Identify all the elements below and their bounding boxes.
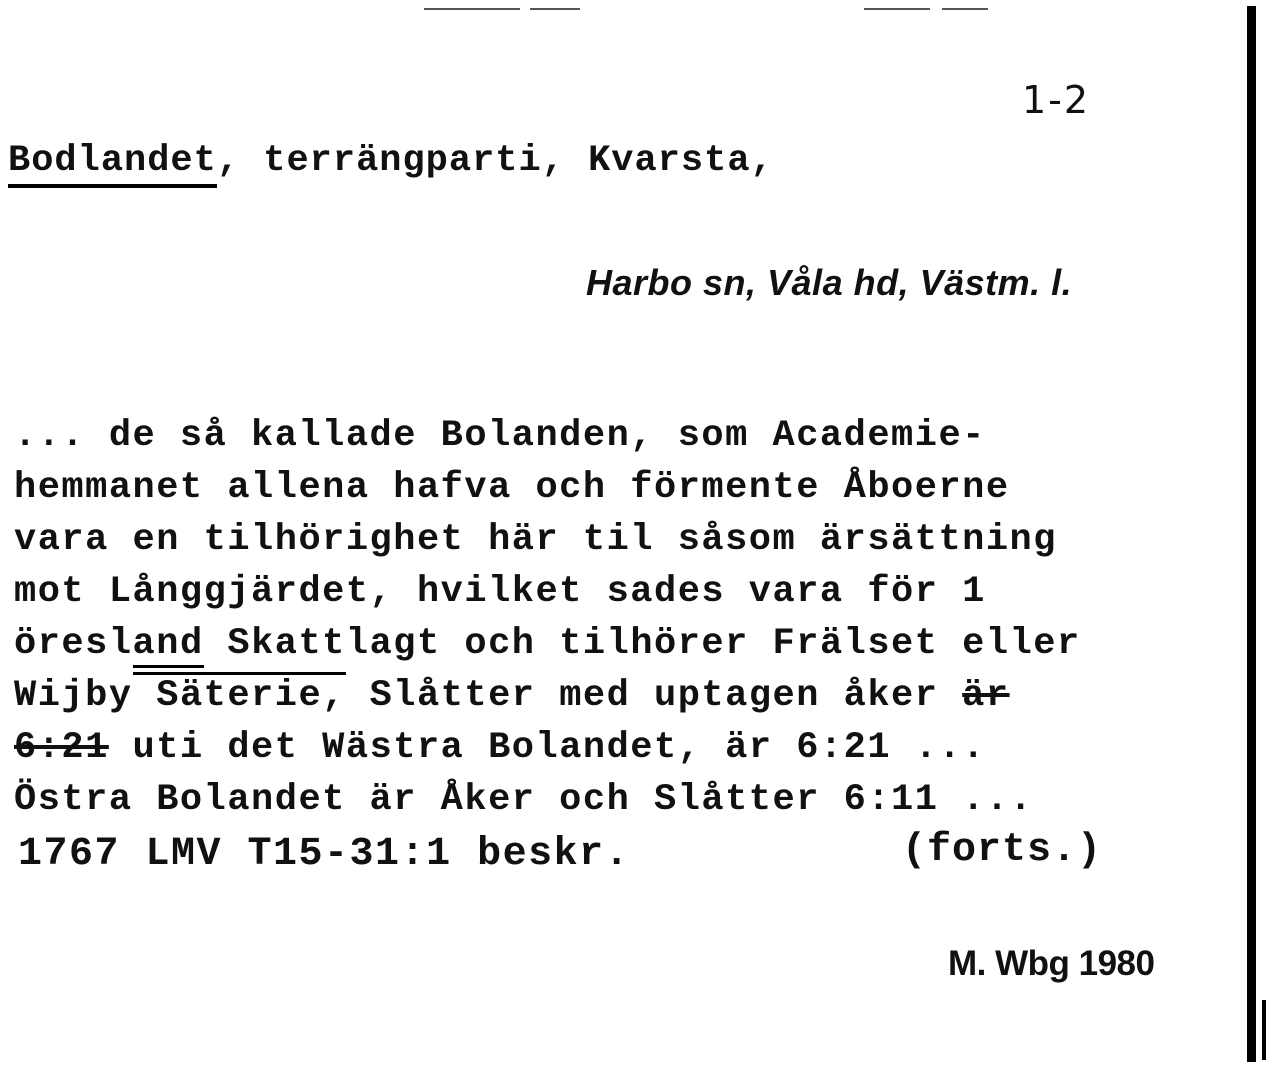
- overlined-fragment: Säterie,: [133, 672, 346, 717]
- struck-text: är: [962, 675, 1010, 717]
- continued-note: (forts.): [902, 828, 1103, 873]
- scan-artifact: [530, 8, 580, 10]
- quote-block: [14, 410, 1242, 826]
- card-edge: [1247, 6, 1256, 1062]
- quote-line: [14, 618, 1242, 670]
- quote-fragment: Skattlagt och tilhörer Frälset eller: [203, 623, 1081, 665]
- source-reference: 1767 LMV T15-31:1 beskr.: [18, 832, 631, 877]
- underlined-fragment: and: [133, 623, 204, 668]
- quote-fragment: uti det Wästra Bolandet, är 6:21 ...: [108, 727, 986, 769]
- quote-line: [14, 722, 1242, 774]
- quote-fragment: Wijby: [14, 675, 133, 717]
- quote-line: [14, 670, 1242, 722]
- scan-artifact: [424, 8, 520, 10]
- scan-artifact: [942, 8, 988, 10]
- location: Harbo sn, Våla hd, Västm. l.: [586, 262, 1073, 303]
- quote-fragment: Slåtter med uptagen åker: [345, 675, 963, 717]
- headword: Bodlandet: [8, 140, 217, 188]
- quote-line: mot Långgjärdet, hvilket sades vara för 1: [14, 571, 986, 613]
- scan-artifact: [864, 8, 930, 10]
- quote-line: Östra Bolandet är Åker och Slåtter 6:11 ...: [14, 779, 1034, 821]
- signature: M. Wbg 1980: [948, 944, 1155, 983]
- card-number: 1-2: [1022, 78, 1091, 122]
- struck-text: 6:21: [14, 727, 109, 769]
- headline-description: , terrängparti, Kvarsta,: [216, 140, 774, 182]
- headline: [8, 140, 774, 182]
- card-edge-tick: [1262, 1000, 1266, 1060]
- quote-line: ... de så kallade Bolanden, som Academie-: [14, 415, 986, 457]
- quote-line: vara en tilhörighet här til såsom ärsättning: [14, 519, 1057, 561]
- quote-fragment: öresl: [14, 623, 133, 665]
- quote-line: hemmanet allena hafva och förmente Åboerne: [14, 467, 1010, 509]
